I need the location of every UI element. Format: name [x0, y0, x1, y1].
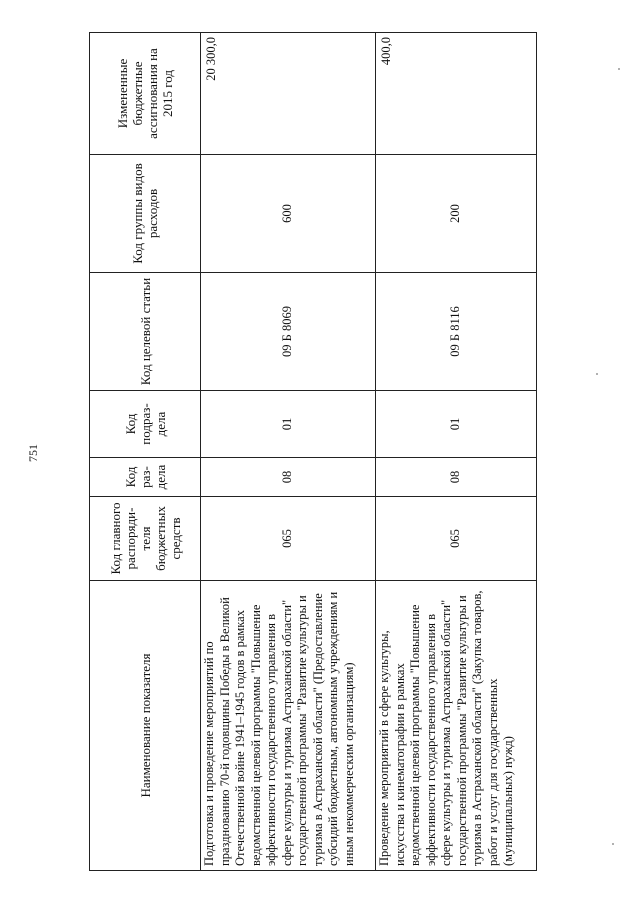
row-amount: 400,0: [376, 33, 537, 155]
row-grbs-code: 065: [201, 497, 376, 581]
header-name: Наименование показателя: [90, 581, 201, 871]
table-row: [376, 33, 537, 871]
row-expense-group-code: 600: [201, 155, 376, 273]
row-grbs-code: 065: [376, 497, 537, 581]
scan-speck: [596, 373, 598, 375]
scan-speck: [612, 843, 614, 845]
header-budget-2015: Измененные бюджетные ассигнования на 2015 год: [90, 33, 201, 155]
table-header-row: [90, 33, 201, 871]
row-target-article-code: 09 Б 8069: [201, 273, 376, 391]
row-name: Подготовка и проведение мероприятий по празднованию 70-й годовщины Победы в Великой Отечественной войне 1941–1945 годов в рамках ведомственной целевой программы "Повышение эффективности государственного управления в сфере культуры и туризма Астраханской области" государственной программы "Развитие культуры и туризма в Астраханской области" (Предоставление субсидий бюджетным, автономным учреждениям и иным некоммерческим организациям): [201, 581, 376, 871]
budget-table: [89, 32, 537, 871]
table-row: [201, 33, 376, 871]
row-subsection-code: 01: [201, 391, 376, 458]
row-target-article-code: 09 Б 8116: [376, 273, 537, 391]
header-expense-group-code: Код группы видов расходов: [90, 155, 201, 273]
header-subsection-code: Код подраз- дела: [90, 391, 201, 458]
row-section-code: 08: [376, 458, 537, 497]
header-section-code: Код раз- дела: [90, 458, 201, 497]
row-amount: 20 300,0: [201, 33, 376, 155]
row-section-code: 08: [201, 458, 376, 497]
header-grbs-code: Код главного распоряди- теля бюджетных средств: [90, 497, 201, 581]
header-target-article-code: Код целевой статьи: [90, 273, 201, 391]
scan-speck: [618, 68, 620, 70]
page-number: 751: [26, 444, 40, 462]
row-name: Проведение мероприятий в сфере культуры, искусства и кинематографии в рамках ведомственной целевой программы "Повышение эффективности государственного управления в сфере культуры и туризма Астраханской области" государственной программы "Развитие культуры и туризма в Астраханской области" (Закупка товаров, работ и услуг для государственных (муниципальных) нужд): [376, 581, 537, 871]
row-subsection-code: 01: [376, 391, 537, 458]
row-expense-group-code: 200: [376, 155, 537, 273]
